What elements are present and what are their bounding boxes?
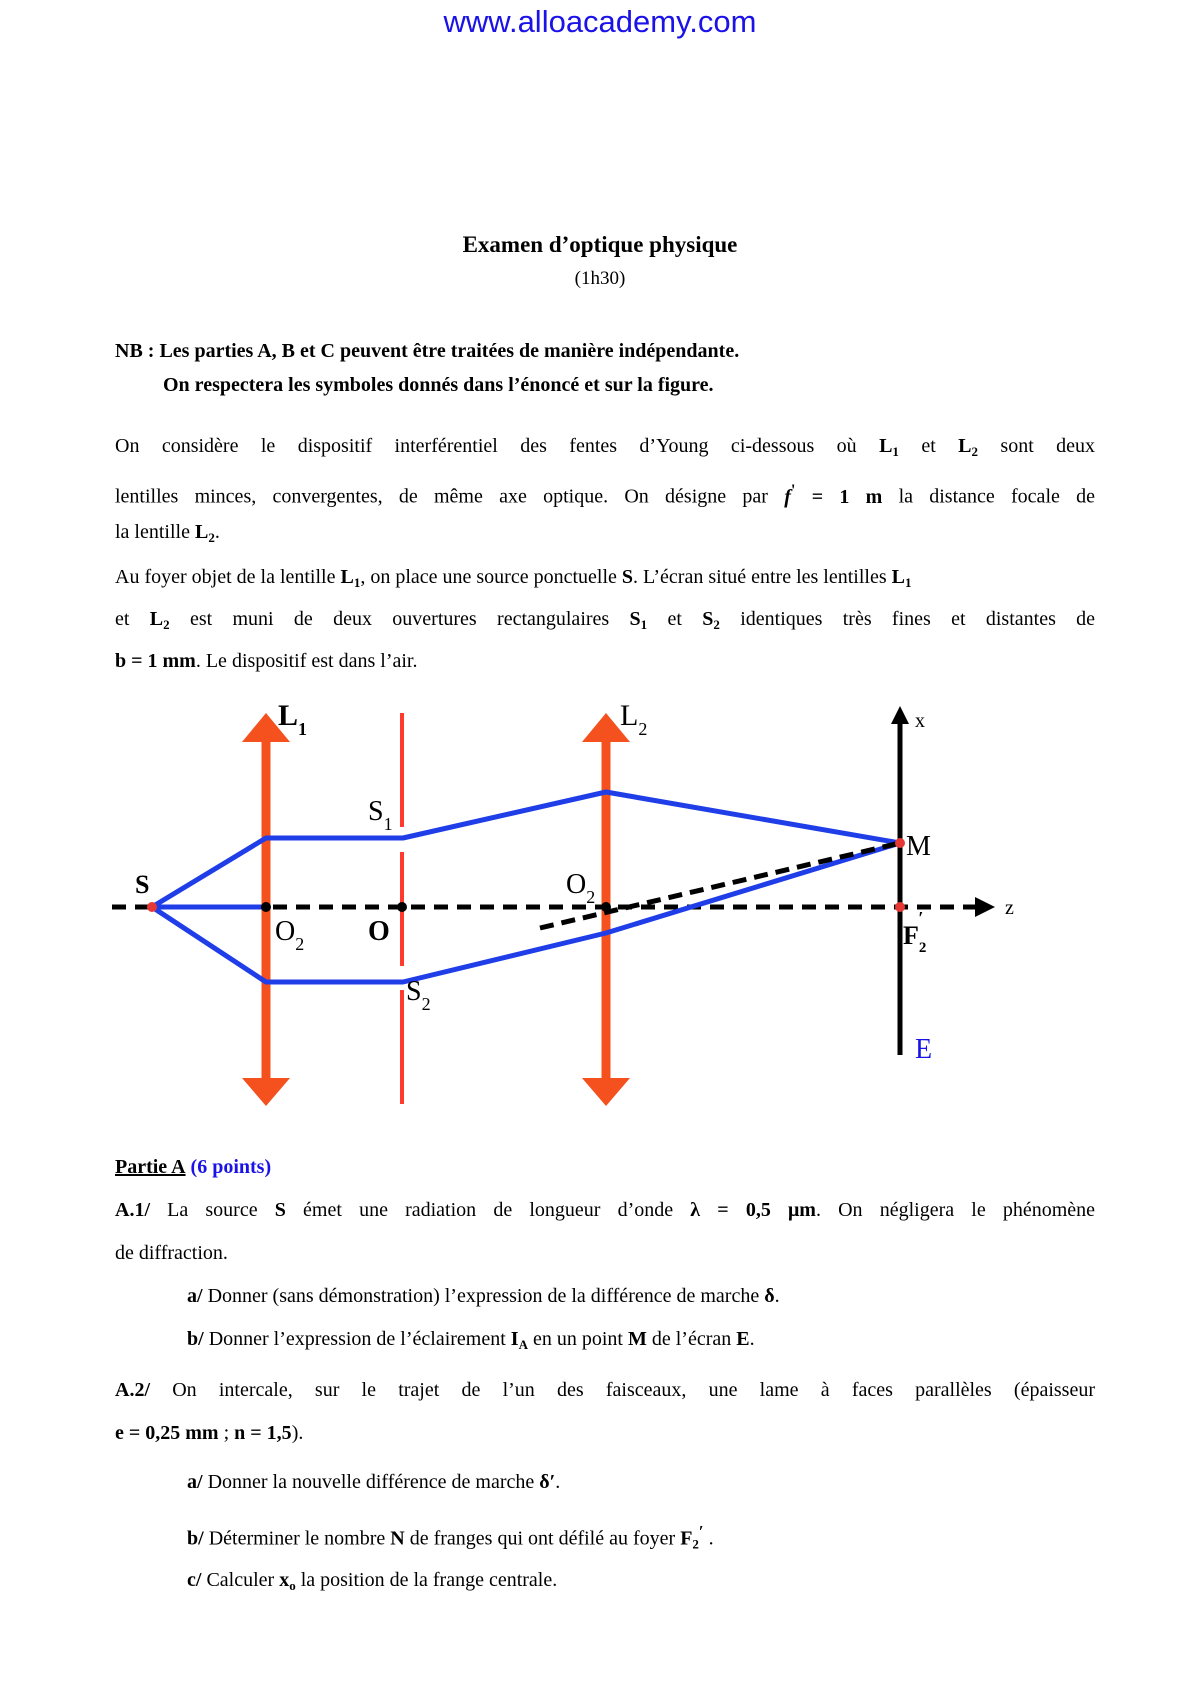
question-a1-cont: de diffraction.	[115, 1242, 228, 1264]
x-axis-arrow-icon	[891, 706, 909, 724]
question-a1b: b/ Donner l’expression de l’éclairement $I_A$ en un point M de l’écran E.	[187, 1328, 755, 1352]
question-a1: A.1/ La source S émet une radiation de longueur d’onde λ = 0,5 μm. On négligera le phénomène	[115, 1199, 1096, 1221]
label-o2-right: $O_2$	[566, 869, 596, 907]
intro-line-2: lentilles minces, convergentes, de même axe optique. On désigne par f' = 1 m la distance focale de	[115, 480, 1095, 508]
nb-line2: On respectera les symboles donnés dans l’énoncé et sur la figure.	[163, 374, 714, 396]
exam-title: Examen d’optique physique	[462, 232, 738, 257]
label-e: E	[915, 1034, 933, 1065]
intro-line-3: la lentille $L_2$.	[115, 521, 220, 545]
question-a2: A.2/ On intercale, sur le trajet de l’un des faisceaux, une lame à faces parallèles (épaisseur	[115, 1379, 1096, 1401]
question-a2-cont: e = 0,25 mm ; n = 1,5).	[115, 1422, 304, 1444]
question-a2c: c/ Calculer $x_o$ la position de la frange centrale.	[187, 1569, 558, 1593]
question-a2b: b/ Déterminer le nombre N de franges qui ont défilé au foyer $F_2'$ .	[187, 1522, 714, 1552]
label-x: x	[915, 710, 925, 732]
z-axis-arrow-icon	[975, 897, 995, 917]
intro-paragraph-2	[115, 556, 1095, 682]
label-l2: $L_2$	[620, 699, 648, 739]
question-a1a: a/ Donner (sans démonstration) l’expression de la différence de marche δ.	[187, 1285, 780, 1307]
exam-duration: (1h30)	[574, 268, 626, 289]
partie-a-heading: Partie A (6 points)	[115, 1156, 272, 1178]
point-o2-right	[601, 902, 611, 912]
site-header-link[interactable]: www.alloacademy.com	[443, 4, 757, 39]
intro-line-6: b = 1 mm. Le dispositif est dans l’air.	[115, 650, 418, 672]
label-m: M	[906, 831, 931, 862]
intro-paragraph	[115, 425, 1095, 554]
young-slits-figure	[0, 690, 1200, 1130]
point-o	[397, 902, 407, 912]
question-a2a: a/ Donner la nouvelle différence de marche δ′.	[187, 1471, 561, 1493]
intro-line-1: On considère le dispositif interférentiel des fentes d’Young ci-dessous où $L_1$ et $L_2$ sont deux	[115, 435, 1096, 459]
label-f2: $F_2'$	[903, 908, 927, 956]
label-l1: $L_1$	[278, 699, 308, 739]
intro-line-4: Au foyer objet de la lentille $L_1$, on place une source ponctuelle S. L’écran situé entre les lentilles $L_1$	[115, 566, 912, 590]
nb-label: NB :	[115, 340, 155, 362]
intro-line-5: et $L_2$ est muni de deux ouvertures rectangulaires $S_1$ et $S_2$ identiques très fines et distantes de	[115, 608, 1096, 632]
o2-m-dashed-line	[540, 843, 900, 928]
point-o2-left	[261, 902, 271, 912]
label-s2: $S_2$	[406, 976, 431, 1014]
label-s1: $S_1$	[368, 796, 393, 834]
nb-note	[115, 334, 739, 402]
source-point	[147, 902, 157, 912]
label-o2-left: $O_2$	[275, 916, 305, 954]
label-o: O	[368, 916, 390, 947]
point-m	[895, 838, 905, 848]
nb-line1: Les parties A, B et C peuvent être traitées de manière indépendante.	[159, 340, 740, 362]
label-s: S	[135, 870, 150, 899]
point-f2	[895, 902, 905, 912]
label-z: z	[1005, 897, 1014, 919]
partie-a	[115, 1146, 1095, 1602]
